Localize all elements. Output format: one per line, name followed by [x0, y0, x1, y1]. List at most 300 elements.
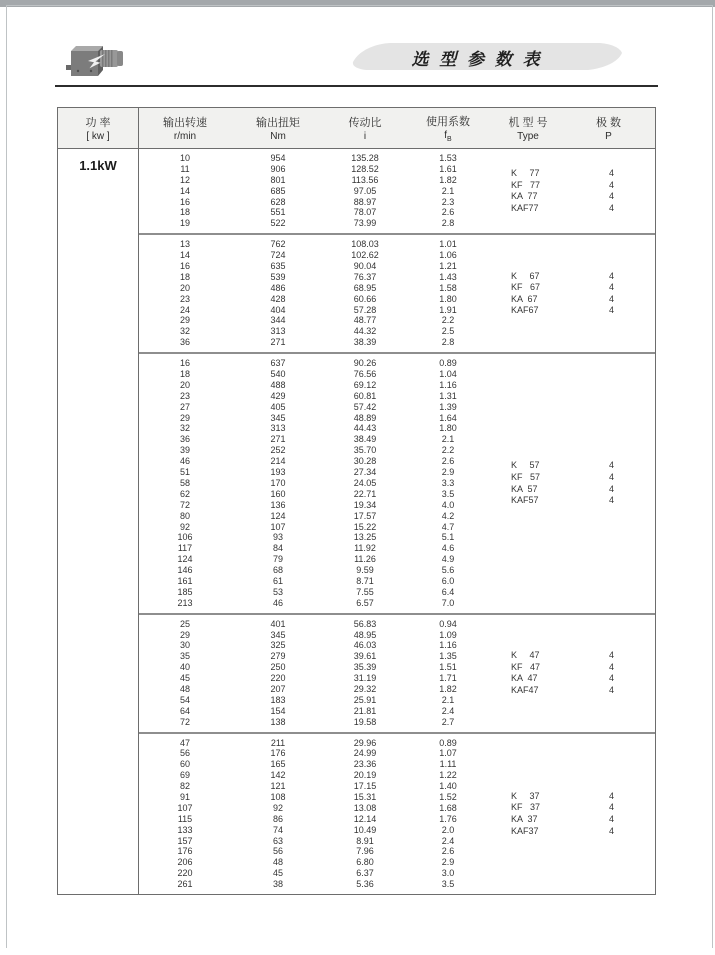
cell-model-type: KA 37 — [511, 813, 538, 824]
cell-ratio: 88.97 — [353, 196, 377, 207]
selection-table — [57, 107, 656, 895]
cell-service-factor: 1.01 — [439, 239, 457, 250]
table-row — [139, 554, 655, 565]
model-row — [494, 472, 655, 484]
model-row — [494, 791, 655, 803]
cell-output-speed: 72 — [179, 716, 190, 727]
cell-ratio: 20.19 — [353, 770, 377, 781]
cell-ratio: 57.42 — [353, 401, 377, 412]
header-power: 功 率 [ kw ] — [58, 108, 139, 148]
cell-service-factor: 1.11 — [439, 759, 457, 770]
cell-output-speed: 24 — [179, 304, 190, 315]
table-row — [139, 358, 655, 369]
cell-service-factor: 1.61 — [439, 163, 457, 174]
model-row — [494, 180, 655, 192]
cell-service-factor: 1.07 — [439, 748, 457, 759]
cell-output-torque: 154 — [270, 705, 286, 716]
cell-output-torque: 954 — [270, 153, 286, 163]
table-row — [139, 391, 655, 402]
cell-output-torque: 404 — [270, 304, 286, 315]
cell-ratio: 69.12 — [353, 379, 377, 390]
cell-output-speed: 115 — [177, 813, 193, 824]
cell-ratio: 90.04 — [353, 261, 377, 272]
cell-ratio: 11.26 — [354, 554, 376, 565]
cell-output-speed: 18 — [179, 369, 190, 380]
cell-output-speed: 206 — [177, 857, 193, 868]
cell-service-factor: 2.8 — [441, 218, 455, 229]
cell-service-factor: 3.5 — [441, 879, 455, 890]
cell-ratio: 27.34 — [353, 467, 377, 478]
cell-poles: 4 — [608, 167, 614, 178]
table-row — [139, 738, 655, 749]
cell-output-torque: 160 — [270, 488, 286, 499]
cell-model-type: KF 77 — [511, 179, 541, 190]
cell-output-torque: 79 — [272, 554, 283, 565]
cell-output-torque: 92 — [272, 802, 283, 813]
cell-ratio: 44.32 — [353, 326, 377, 337]
cell-service-factor: 1.40 — [439, 781, 457, 792]
cell-output-torque: 325 — [270, 640, 286, 651]
cell-output-torque: 279 — [270, 651, 286, 662]
table-row — [139, 315, 655, 326]
cell-service-factor: 2.3 — [441, 196, 455, 207]
model-row — [494, 294, 655, 306]
cell-ratio: 5.36 — [356, 879, 374, 890]
cell-service-factor: 2.2 — [441, 445, 455, 456]
cell-output-torque: 271 — [270, 337, 286, 348]
cell-output-speed: 10 — [179, 153, 190, 163]
cell-output-speed: 91 — [179, 791, 190, 802]
cell-output-torque: 136 — [270, 499, 286, 510]
cell-output-speed: 80 — [179, 510, 190, 521]
header-output-speed: 输出转速 r/min — [163, 117, 207, 142]
cell-service-factor: 4.2 — [441, 510, 455, 521]
cell-service-factor: 4.6 — [441, 543, 455, 554]
cell-ratio: 108.03 — [351, 239, 379, 250]
table-row — [139, 770, 655, 781]
cell-output-torque: 193 — [270, 467, 286, 478]
cell-output-torque: 313 — [270, 326, 286, 337]
header-output-torque: 输出扭矩 Nm — [256, 117, 300, 142]
cell-service-factor: 1.16 — [439, 379, 457, 390]
cell-output-torque: 250 — [270, 662, 286, 673]
cell-output-speed: 45 — [179, 673, 190, 684]
cell-poles: 4 — [608, 191, 614, 202]
cell-output-speed: 12 — [179, 174, 190, 185]
table-row — [139, 511, 655, 522]
cell-poles: 4 — [608, 483, 614, 494]
cell-service-factor: 3.3 — [441, 477, 455, 488]
cell-ratio: 38.39 — [353, 337, 377, 348]
model-group-section — [139, 235, 655, 352]
cell-output-speed: 16 — [179, 261, 190, 272]
cell-output-speed: 20 — [179, 379, 190, 390]
cell-output-torque: 220 — [270, 673, 286, 684]
cell-ratio: 10.49 — [353, 824, 377, 835]
cell-output-speed: 47 — [179, 737, 190, 748]
table-row — [139, 413, 655, 424]
cell-output-torque: 84 — [272, 543, 283, 554]
cell-service-factor: 6.4 — [441, 586, 455, 597]
cell-output-speed: 72 — [179, 499, 190, 510]
cell-output-speed: 20 — [179, 282, 190, 293]
cell-output-torque: 68 — [272, 565, 283, 576]
cell-ratio: 135.28 — [351, 153, 379, 163]
cell-output-speed: 36 — [179, 434, 190, 445]
cell-poles: 4 — [608, 282, 614, 293]
cell-ratio: 44.43 — [353, 423, 377, 434]
cell-output-speed: 107 — [177, 802, 193, 813]
model-row — [494, 495, 655, 507]
cell-output-speed: 161 — [177, 575, 193, 586]
table-row — [139, 369, 655, 380]
cell-ratio: 38.49 — [353, 434, 377, 445]
cell-model-type: KAF47 — [511, 684, 539, 695]
cell-ratio: 23.36 — [353, 759, 377, 770]
cell-ratio: 78.07 — [353, 207, 377, 218]
model-row — [494, 814, 655, 826]
cell-service-factor: 0.94 — [439, 618, 457, 629]
cell-output-torque: 93 — [272, 532, 283, 543]
cell-ratio: 29.96 — [353, 737, 377, 748]
cell-service-factor: 1.31 — [439, 390, 457, 401]
cell-model-type: KF 37 — [511, 802, 541, 813]
table-row — [139, 434, 655, 445]
cell-ratio: 15.22 — [353, 521, 377, 532]
cell-output-speed: 14 — [179, 185, 190, 196]
cell-service-factor: 1.51 — [439, 662, 457, 673]
cell-output-torque: 428 — [270, 293, 286, 304]
model-type-block — [494, 460, 655, 506]
cell-ratio: 46.03 — [353, 640, 377, 651]
table-row — [139, 576, 655, 587]
model-row — [494, 203, 655, 215]
cell-model-type: KAF37 — [511, 825, 539, 836]
cell-output-speed: 29 — [179, 412, 190, 423]
title-banner — [350, 40, 638, 74]
cell-output-torque: 345 — [270, 412, 286, 423]
cell-output-torque: 551 — [270, 207, 286, 218]
cell-output-speed: 220 — [177, 868, 193, 879]
model-row — [494, 673, 655, 685]
table-row — [139, 706, 655, 717]
cell-output-torque: 207 — [270, 683, 286, 694]
cell-service-factor: 0.89 — [439, 358, 457, 369]
cell-service-factor: 2.1 — [441, 185, 455, 196]
cell-output-torque: 401 — [270, 618, 286, 629]
cell-output-torque: 56 — [272, 846, 283, 857]
cell-poles: 4 — [608, 460, 614, 471]
model-type-block — [494, 271, 655, 317]
cell-output-speed: 69 — [179, 770, 190, 781]
cell-output-torque: 86 — [272, 813, 283, 824]
cell-model-type: KA 77 — [511, 191, 538, 202]
header-ratio: 传动比 i — [348, 117, 382, 142]
cell-service-factor: 2.1 — [441, 434, 455, 445]
cell-service-factor: 1.04 — [439, 369, 457, 380]
cell-model-type: KA 47 — [511, 673, 538, 684]
cell-output-speed: 18 — [179, 207, 190, 218]
cell-service-factor: 2.5 — [441, 326, 455, 337]
model-group-section — [139, 354, 655, 612]
cell-service-factor: 7.0 — [441, 597, 455, 608]
cell-output-torque: 405 — [270, 401, 286, 412]
model-row — [494, 271, 655, 283]
header-service-factor: 使用系数 $f_B$ — [426, 116, 470, 143]
cell-ratio: 57.28 — [353, 304, 377, 315]
cell-output-torque: 635 — [270, 261, 286, 272]
table-row — [139, 587, 655, 598]
cell-output-speed: 39 — [179, 445, 190, 456]
cell-model-type: KF 67 — [511, 282, 541, 293]
table-row — [139, 846, 655, 857]
cell-output-speed: 60 — [179, 759, 190, 770]
cell-poles: 4 — [608, 661, 614, 672]
cell-ratio: 21.81 — [353, 705, 377, 716]
cell-service-factor: 2.6 — [441, 207, 455, 218]
cell-output-torque: 345 — [270, 629, 286, 640]
model-group-section — [139, 149, 655, 233]
cell-output-torque: 801 — [270, 174, 286, 185]
cell-service-factor: 1.39 — [439, 401, 457, 412]
cell-ratio: 48.77 — [353, 315, 377, 326]
table-body — [58, 149, 655, 894]
cell-output-torque: 344 — [270, 315, 286, 326]
cell-output-speed: 30 — [179, 640, 190, 651]
model-row — [494, 460, 655, 472]
cell-service-factor: 2.9 — [441, 857, 455, 868]
cell-poles: 4 — [608, 179, 614, 190]
cell-ratio: 17.57 — [353, 510, 377, 521]
cell-output-speed: 62 — [179, 488, 190, 499]
cell-poles: 4 — [608, 673, 614, 684]
cell-output-torque: 628 — [270, 196, 286, 207]
cell-ratio: 76.37 — [353, 271, 377, 282]
cell-output-torque: 211 — [270, 737, 286, 748]
cell-service-factor: 2.1 — [441, 694, 455, 705]
cell-service-factor: 1.76 — [439, 813, 457, 824]
model-row — [494, 305, 655, 317]
cell-output-speed: 29 — [179, 315, 190, 326]
model-type-block — [494, 791, 655, 837]
cell-poles: 4 — [608, 202, 614, 213]
model-group-section — [139, 615, 655, 732]
cell-ratio: 113.56 — [351, 174, 379, 185]
table-row — [139, 565, 655, 576]
cell-output-torque: 124 — [270, 510, 286, 521]
cell-output-torque: 685 — [270, 185, 286, 196]
cell-service-factor: 2.6 — [441, 846, 455, 857]
gear-motor-image — [64, 38, 128, 84]
cell-service-factor: 2.6 — [441, 456, 455, 467]
cell-service-factor: 1.68 — [439, 802, 457, 813]
cell-model-type: K 67 — [511, 270, 540, 281]
cell-output-torque: 170 — [270, 477, 286, 488]
cell-output-speed: 51 — [179, 467, 190, 478]
cell-output-torque: 38 — [272, 879, 283, 890]
cell-poles: 4 — [608, 649, 614, 660]
cell-output-torque: 271 — [270, 434, 286, 445]
cell-ratio: 39.61 — [353, 651, 377, 662]
cell-ratio: 102.62 — [351, 250, 379, 261]
cell-output-speed: 16 — [179, 196, 190, 207]
table-row — [139, 598, 655, 609]
cell-output-speed: 117 — [177, 543, 193, 554]
cell-output-torque: 429 — [270, 390, 286, 401]
cell-output-speed: 106 — [177, 532, 193, 543]
cell-output-torque: 252 — [270, 445, 286, 456]
model-row — [494, 650, 655, 662]
cell-model-type: KA 57 — [511, 483, 538, 494]
cell-poles: 4 — [608, 305, 614, 316]
cell-model-type: KAF57 — [511, 494, 539, 505]
cell-ratio: 6.80 — [356, 857, 374, 868]
model-row — [494, 825, 655, 837]
cell-service-factor: 1.71 — [439, 673, 457, 684]
cell-output-speed: 54 — [179, 694, 190, 705]
cell-output-torque: 142 — [270, 770, 286, 781]
cell-service-factor: 1.22 — [439, 770, 457, 781]
cell-ratio: 6.37 — [356, 868, 374, 879]
table-row — [139, 445, 655, 456]
cell-output-speed: 25 — [179, 618, 190, 629]
cell-model-type: KF 57 — [511, 471, 541, 482]
cell-output-speed: 35 — [179, 651, 190, 662]
cell-output-speed: 32 — [179, 326, 190, 337]
cell-ratio: 19.58 — [353, 716, 377, 727]
cell-ratio: 56.83 — [353, 618, 377, 629]
cell-ratio: 29.32 — [353, 683, 377, 694]
cell-service-factor: 3.5 — [441, 488, 455, 499]
cell-service-factor: 1.58 — [439, 282, 457, 293]
cell-output-speed: 29 — [179, 629, 190, 640]
table-row — [139, 380, 655, 391]
cell-service-factor: 6.0 — [441, 575, 455, 586]
cell-service-factor: 1.52 — [439, 791, 457, 802]
cell-poles: 4 — [608, 293, 614, 304]
cell-service-factor: 1.06 — [439, 250, 457, 261]
cell-service-factor: 3.0 — [441, 868, 455, 879]
cell-ratio: 13.08 — [353, 802, 377, 813]
cell-output-torque: 48 — [272, 857, 283, 868]
cell-output-torque: 637 — [270, 358, 286, 369]
page-title: 选 型 参 数 表 — [411, 49, 543, 69]
cell-output-speed: 23 — [179, 293, 190, 304]
cell-ratio: 97.05 — [353, 185, 377, 196]
model-row — [494, 802, 655, 814]
cell-service-factor: 1.82 — [439, 174, 457, 185]
cell-output-speed: 11 — [180, 163, 190, 174]
model-row — [494, 483, 655, 495]
cell-output-torque: 313 — [270, 423, 286, 434]
cell-service-factor: 5.1 — [441, 532, 455, 543]
table-row — [139, 857, 655, 868]
cell-output-torque: 488 — [270, 379, 286, 390]
cell-ratio: 35.70 — [353, 445, 377, 456]
cell-poles: 4 — [608, 471, 614, 482]
cell-service-factor: 2.0 — [441, 824, 455, 835]
cell-output-torque: 214 — [270, 456, 286, 467]
cell-service-factor: 1.80 — [439, 423, 457, 434]
cell-service-factor: 1.21 — [439, 261, 457, 272]
cell-output-torque: 165 — [270, 759, 286, 770]
cell-service-factor: 1.80 — [439, 293, 457, 304]
cell-service-factor: 2.8 — [441, 337, 455, 348]
cell-ratio: 31.19 — [353, 673, 377, 684]
table-row — [139, 879, 655, 890]
cell-output-torque: 53 — [272, 586, 283, 597]
cell-ratio: 128.52 — [351, 163, 379, 174]
cell-output-speed: 40 — [179, 662, 190, 673]
cell-model-type: KAF77 — [511, 202, 539, 213]
table-row — [139, 218, 655, 229]
cell-output-torque: 138 — [270, 716, 286, 727]
cell-ratio: 24.99 — [353, 748, 377, 759]
cell-model-type: KF 47 — [511, 661, 541, 672]
cell-ratio: 17.15 — [353, 781, 377, 792]
model-type-block — [494, 168, 655, 214]
cell-ratio: 9.59 — [356, 565, 374, 576]
cell-output-speed: 56 — [179, 748, 190, 759]
cell-poles: 4 — [608, 825, 614, 836]
table-row — [139, 239, 655, 250]
cell-output-torque: 63 — [272, 835, 283, 846]
table-row — [139, 748, 655, 759]
cell-output-speed: 27 — [179, 401, 190, 412]
cell-ratio: 25.91 — [353, 694, 377, 705]
cell-ratio: 60.81 — [353, 390, 377, 401]
header-model-type: 机 型 号 Type — [508, 117, 548, 142]
cell-ratio: 24.05 — [353, 477, 377, 488]
cell-ratio: 8.71 — [356, 575, 374, 586]
cell-ratio: 11.92 — [354, 543, 376, 554]
table-row — [139, 759, 655, 770]
cell-output-speed: 46 — [179, 456, 190, 467]
model-row — [494, 168, 655, 180]
table-row — [139, 402, 655, 413]
cell-output-speed: 92 — [179, 521, 190, 532]
cell-output-speed: 146 — [177, 565, 193, 576]
table-row — [139, 630, 655, 641]
power-column — [58, 149, 139, 894]
table-row — [139, 543, 655, 554]
table-row — [139, 326, 655, 337]
cell-output-torque: 61 — [272, 575, 283, 586]
table-row — [139, 153, 655, 164]
cell-ratio: 7.96 — [356, 846, 374, 857]
cell-output-torque: 45 — [272, 868, 283, 879]
cell-output-speed: 124 — [177, 554, 193, 565]
cell-ratio: 60.66 — [353, 293, 377, 304]
table-row — [139, 337, 655, 348]
cell-service-factor: 2.4 — [441, 705, 455, 716]
model-row — [494, 191, 655, 203]
page-border-left — [6, 5, 7, 948]
cell-output-speed: 64 — [179, 705, 190, 716]
model-row — [494, 282, 655, 294]
cell-service-factor: 4.0 — [441, 499, 455, 510]
cell-output-torque: 906 — [270, 163, 286, 174]
cell-model-type: KA 67 — [511, 293, 538, 304]
cell-service-factor: 2.9 — [441, 467, 455, 478]
cell-poles: 4 — [608, 802, 614, 813]
cell-ratio: 73.99 — [353, 218, 377, 229]
cell-ratio: 19.34 — [353, 499, 377, 510]
model-group-section — [139, 734, 655, 894]
cell-service-factor: 1.53 — [439, 153, 457, 163]
cell-output-speed: 32 — [179, 423, 190, 434]
cell-poles: 4 — [608, 270, 614, 281]
